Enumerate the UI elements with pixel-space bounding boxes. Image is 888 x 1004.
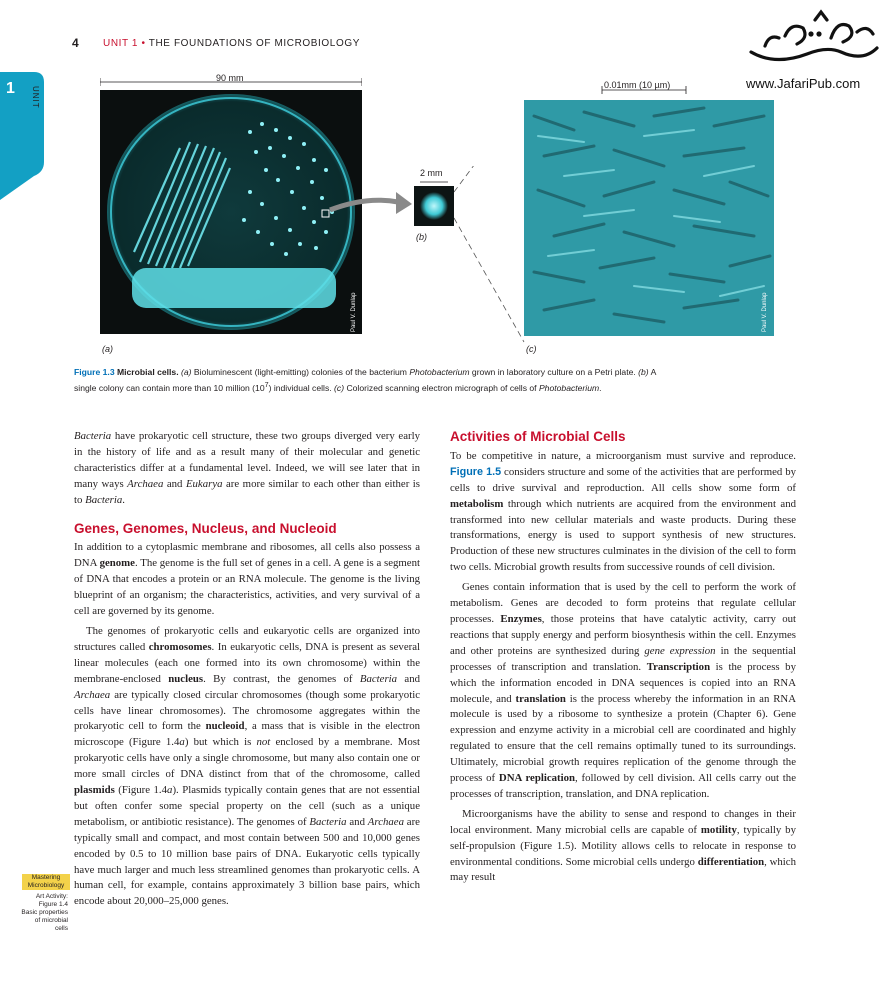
text: and <box>163 477 186 490</box>
section-heading-genes: Genes, Genomes, Nucleus, and Nucleoid <box>74 520 337 536</box>
publisher-url: www.JafariPub.com <box>746 76 861 91</box>
term: Bacteria <box>309 815 347 828</box>
caption-a-text: Bioluminescent (light-emitting) colonies of the bacterium <box>191 367 410 377</box>
section-heading-activities: Activities of Microbial Cells <box>450 429 626 444</box>
panel-label-a: (a) <box>102 344 113 354</box>
paragraph-genome <box>74 540 420 620</box>
text: enclosed by a membrane. Most prokaryotic cells have only a single chromosome, but many also contain one or more small circles of DNA distinct from that of the chromosome, called <box>74 736 420 781</box>
text: (Figure 1.4 <box>114 784 168 797</box>
text: , those proteins that have catalytic activity, carry out reactions that supply energy and perform biosynthesis within the cell. Enzymes and other proteins are synthesized during <box>450 612 796 657</box>
text: have prokaryotic cell structure, these two groups diverged very early in the history of life and as a result many of their molecular and genetic characteristics differ at a fundamental level. Indeed, we will see later that in many ways <box>74 430 420 490</box>
key-term: DNA replication <box>498 772 576 785</box>
text: Genes contain information that is used by the cell to perform the work of metabolism. Genes are decoded to form proteins that regulate cellular processes. <box>450 581 796 625</box>
note-line: Basic properties <box>21 909 68 916</box>
note-line: cells <box>54 925 68 932</box>
text: are more similar to each other than either is to <box>74 477 421 506</box>
caption-b-after: ) individual cells. <box>268 382 335 393</box>
note-line: of microbial <box>34 917 68 924</box>
chapter-tab-number: 1 <box>6 80 15 97</box>
unit-label: UNIT 1 <box>103 38 139 49</box>
term: Bacteria <box>359 672 398 685</box>
key-term: plasmids <box>74 784 115 797</box>
paragraph-activities <box>450 449 796 576</box>
caption-b-marker: (b) <box>638 367 649 377</box>
key-term: translation <box>515 692 566 705</box>
key-term: Enzymes <box>500 612 542 625</box>
term: Archaea <box>127 477 164 490</box>
caption-c-text: Colorized scanning electron micrograph of cells of <box>344 382 539 393</box>
paragraph-sensing <box>450 807 796 887</box>
text: In addition to a cytoplasmic membrane and ribosomes, all cells also possess a DNA <box>74 541 420 570</box>
text: and <box>397 672 420 685</box>
text: are typically small and compact, and most contain between 500 and 10,000 genes encoded by 0.5 to 10 million base pairs of DNA. Eukaryotic cells typically have much larger and much less streamlined genomes than prokaryotic cells. A human cell, for example, contains approximately 3 billion base pairs, which encode about 20,000–25,000 genes. <box>74 815 420 908</box>
text: , a mass that is visible in the electron microscope (Figure 1.4 <box>74 720 420 749</box>
text: To be competitive in nature, a microorganism must survive and reproduce. <box>450 449 796 462</box>
term: Archaea <box>367 815 404 828</box>
caption-a-genus: Photobacterium <box>409 367 470 377</box>
text: . By contrast, the genomes of <box>203 672 360 685</box>
figure-panel-a <box>100 72 362 342</box>
separator: • <box>138 38 149 49</box>
right-column <box>450 429 796 886</box>
key-term: differentiation <box>697 855 765 868</box>
text: . The genome is the full set of genes in a cell. A gene is a segment of DNA that encodes a protein or an RNA molecule. The genome is the living blueprint of an organism; the characteristics, activities, and very survival of a cell are governed by its genome. <box>74 557 420 618</box>
photo-credit-a: Paul V. Dunlap <box>351 292 357 332</box>
paragraph-genes-info <box>450 580 796 803</box>
caption-b-sup: 7 <box>264 381 269 389</box>
figure-title: Microbial cells. <box>116 367 179 377</box>
panel-label-b: (b) <box>416 232 427 242</box>
text: and <box>346 815 368 828</box>
text: considers structure and some of the activities that are performed by cells to drive survival and reproduction. All cells show some form of <box>450 465 796 494</box>
figure-caption <box>74 366 664 395</box>
text: . <box>122 493 125 506</box>
term: Bacteria <box>74 430 112 442</box>
text: in the sequential processes of transcription and translation. <box>450 644 797 673</box>
term: Bacteria <box>85 493 123 506</box>
publisher-logo <box>745 8 881 74</box>
text: ) but which is <box>184 736 257 749</box>
text: through which nutrients are acquired from the environment and transformed into new cellular materials and waste products. During these transformations, energy is used to support synthesis of new structures. Production of these new structures culminates in the division of the cell to form two cells. Microbial growth results from successive rounds of cell division. <box>450 497 796 574</box>
chapter-tab-unit: UNIT <box>31 86 40 109</box>
text: , which may result <box>450 855 796 884</box>
figure-number: Figure 1.3 <box>74 367 115 377</box>
text: , followed by cell division. All cells carry out the processes of transcription, translation, and DNA replication. <box>450 772 796 800</box>
paragraph-chromosomes <box>74 624 420 910</box>
term: not <box>256 736 271 749</box>
text: ). Plasmids typically contain genes that are not essential but often confer some special property on the cell (such as a unique metabolism, or antibiotic resistance). The genomes of <box>74 784 420 828</box>
scale-label-a: 90 mm <box>216 73 244 83</box>
note-line: Art Activity: <box>35 893 68 900</box>
term: Archaea <box>74 688 111 701</box>
term: a <box>167 784 173 797</box>
key-term: genome <box>99 557 135 570</box>
mastering-microbiology-badge[interactable] <box>22 874 70 890</box>
text: Microorganisms have the ability to sense and respond to changes in their local environment. Many microbial cells are capable of <box>450 807 796 836</box>
scale-label-b: 2 mm <box>420 168 443 178</box>
paragraph-intro-continued <box>74 429 420 509</box>
note-line: Figure 1.4 <box>38 901 68 908</box>
photo-credit-c: Paul V. Dunlap <box>762 292 768 332</box>
caption-c-marker: (c) <box>334 382 345 393</box>
scale-label-c: 0.01mm (10 µm) <box>604 80 671 90</box>
key-term: Transcription <box>646 660 711 673</box>
term: a <box>179 736 185 749</box>
key-term: motility <box>700 823 737 836</box>
text: . In eukaryotic cells, DNA is present as several linear molecules (each one formed into its own chromosome) within the membrane-enclosed <box>74 640 420 685</box>
key-term: nucleus <box>168 672 204 685</box>
caption-c-genus: Photobacterium <box>538 382 600 393</box>
caption-b-text: A single colony can contain more than 10 million (10 <box>74 367 656 393</box>
caption-a-marker: (a) <box>181 367 192 377</box>
key-term: metabolism <box>450 497 504 510</box>
term: Eukarya <box>185 477 223 490</box>
badge-line: Microbiology <box>27 882 65 889</box>
key-term: nucleoid <box>205 720 245 733</box>
text: is the process by which the information encoded in DNA sequences is copied into an RNA molecule, and <box>450 660 796 705</box>
page-number: 4 <box>72 36 79 50</box>
running-head <box>103 38 360 49</box>
caption-a-after: grown in laboratory culture on a Petri plate. <box>469 367 639 377</box>
unit-title: THE FOUNDATIONS OF MICROBIOLOGY <box>148 38 360 49</box>
panel-label-c: (c) <box>526 344 537 354</box>
text: are typically closed circular chromosomes (though some prokaryotic cells have linear chromosomes). The chromosome aggregates within the prokaryotic cell to form the <box>74 688 420 733</box>
text: , typically by self-propulsion (Figure 1.5). Motility allows cells to relocate in response to environmental conditions. Some microbial cells undergo <box>450 823 796 868</box>
key-term: chromosomes <box>148 640 212 653</box>
text: is the process whereby the information in an RNA molecule is used by a ribosome to synthesize a protein (Chapter 6). Gene expression and enzyme activity in a microbial cell are coordinated and highly regulated to ensure that the cell remains optimally tuned to its surroundings. Ultimately, microbial growth requires replication of the genome through the process of <box>450 692 796 785</box>
left-column <box>74 429 420 910</box>
figure-link[interactable]: Figure 1.5 <box>450 465 502 478</box>
badge-line: Mastering <box>31 874 61 881</box>
figure-panel-c <box>524 86 774 342</box>
term: gene expression <box>644 644 716 657</box>
art-activity-note[interactable] <box>10 893 68 933</box>
text: The genomes of prokaryotic cells and eukaryotic cells are organized into structures called <box>74 624 420 653</box>
caption-c-end: . <box>599 382 602 393</box>
